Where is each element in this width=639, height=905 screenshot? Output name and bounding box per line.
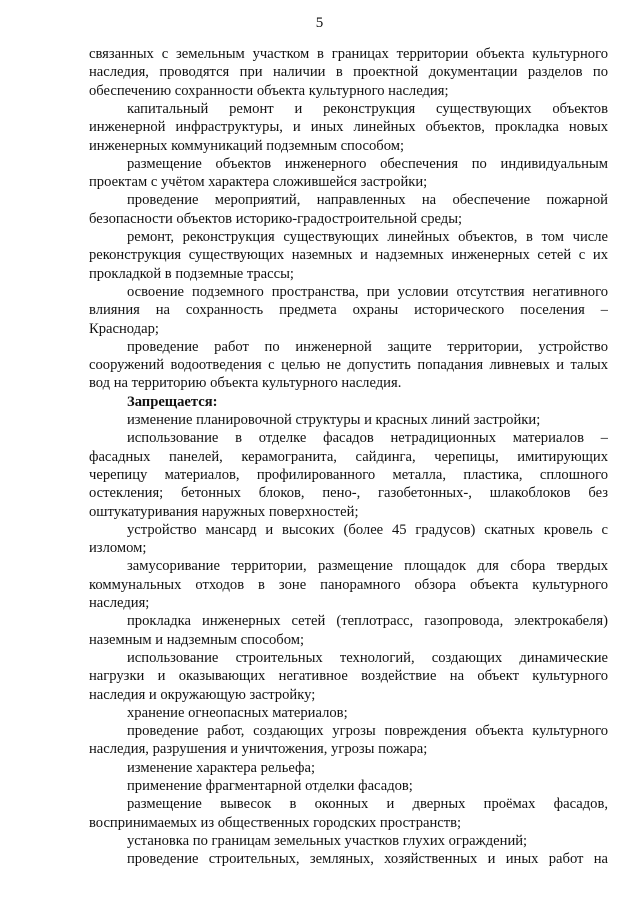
text-line: применение фрагментарной отделки фасадов; [127, 778, 413, 794]
text-line: наследия, проводятся при наличии в проектной документации разделов по [89, 64, 608, 81]
text-line: использование в отделке фасадов нетрадиционных материалов – [127, 430, 608, 447]
text-line: проведение строительных, земляных, хозяйственных и иных работ на [127, 851, 608, 868]
text-line: размещение вывесок в оконных и дверных проёмах фасадов, [127, 796, 608, 813]
text-line: размещение объектов инженерного обеспечения по индивидуальным [127, 155, 608, 172]
page-number: 5 [315, 15, 324, 31]
text-line: оштукатуривания наружных поверхностей; [89, 503, 359, 520]
text-line: нагрузки и оказывающих негативное воздействие на объект культурного [89, 668, 608, 685]
text-line: проведение мероприятий, направленных на обеспечение пожарной [127, 192, 608, 209]
text-line: наземным и надземным способом; [89, 631, 305, 648]
text-line: использование строительных технологий, создающих динамические [127, 649, 608, 666]
text-line: вод на территорию объекта культурного наследия. [89, 375, 402, 392]
text-line: освоение подземного пространства, при условии отсутствия негативного [127, 283, 608, 300]
text-line: влияния на сохранность предмета охраны исторического поселения – [89, 302, 608, 319]
text-line: связанных с земельным участком в границах территории объекта культурного [89, 46, 608, 62]
text-line: проведение работ, создающих угрозы повреждения объекта культурного [127, 723, 608, 740]
text-line: изломом; [89, 540, 147, 557]
text-line: наследия, разрушения и уничтожения, угрозы пожара; [89, 741, 428, 758]
text-line: изменение характера рельефа; [127, 759, 316, 776]
text-line: инженерной инфраструктуры, и иных линейных объектов, прокладка новых [89, 119, 608, 136]
text-line: замусоривание территории, размещение площадок для сбора твердых [127, 558, 608, 575]
text-line: сооружений водоотведения с целью не допустить попадания ливневых и талых [89, 357, 608, 374]
text-line: фасадных панелей, керамогранита, сайдинга, черепицы, имитирующих [89, 448, 608, 465]
text-line: инженерных коммуникаций подземным способом; [89, 137, 405, 154]
text-line: прокладка инженерных сетей (теплотрасс, газопровода, электрокабеля) [127, 613, 608, 630]
text-line: проектам с учётом характера сложившейся застройки; [89, 174, 428, 191]
text-line: остекления; бетонных блоков, пено-, газобетонных-, шлакоблоков без [89, 485, 608, 502]
section-heading: Запрещается: [127, 393, 218, 410]
text-line: хранение огнеопасных материалов; [127, 704, 348, 721]
text-line: наследия; [89, 595, 150, 611]
text-line: обеспечению сохранности объекта культурного наследия; [89, 82, 449, 99]
text-line: коммунальных отходов в зоне панорамного обзора объекта культурного [89, 576, 608, 593]
text-line: установка по границам земельных участков глухих ограждений; [127, 832, 528, 849]
text-line: воспринимаемых из общественных городских пространств; [89, 814, 462, 831]
text-line: изменение планировочной структуры и красных линий застройки; [127, 412, 541, 428]
text-line: устройство мансард и высоких (более 45 градусов) скатных кровель с [127, 521, 608, 538]
text-line: прокладкой в подземные трассы; [89, 265, 294, 282]
text-line: проведение работ по инженерной защите территории, устройство [127, 338, 608, 355]
text-line: Краснодар; [89, 320, 159, 337]
text-line: черепицу материалов, профилированного металла, пластика, сплошного [89, 466, 608, 483]
text-line: наследия и окружающую застройку; [89, 686, 316, 703]
text-line: реконструкция существующих наземных и надземных инженерных сетей с их [89, 247, 608, 264]
text-line: капитальный ремонт и реконструкция существующих объектов [127, 100, 608, 117]
text-line: безопасности объектов историко-градостроительной среды; [89, 210, 463, 227]
text-line: ремонт, реконструкция существующих линейных объектов, в том числе [127, 229, 608, 245]
